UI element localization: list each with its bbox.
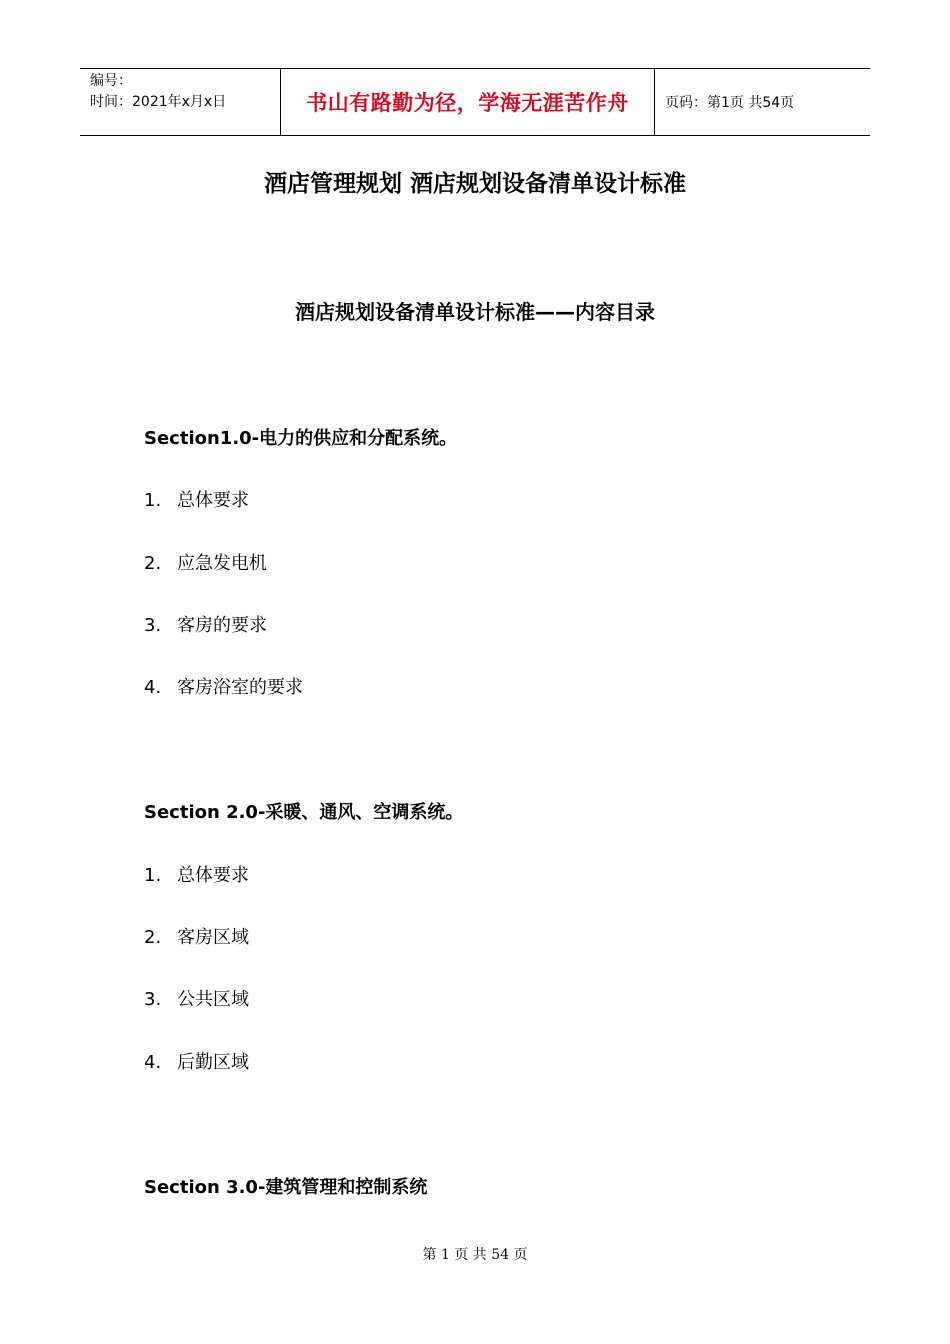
- list-item-number: 3.: [144, 615, 162, 636]
- list-item: [144, 550, 267, 578]
- list-item-number: 4.: [144, 1052, 162, 1073]
- list-item-text: 客房的要求: [177, 615, 267, 636]
- list-item-number: 2.: [144, 553, 162, 574]
- page-header: [80, 68, 870, 136]
- list-item-text: 总体要求: [177, 865, 249, 886]
- document-title: 酒店管理规划 酒店规划设备清单设计标准: [263, 171, 686, 197]
- serial-label: 编号：: [90, 73, 132, 89]
- list-item-number: 1.: [144, 865, 162, 886]
- time-label: 时间：2021年x月x日: [90, 94, 227, 110]
- section-heading: Section1.0-电力的供应和分配系统。: [144, 428, 458, 449]
- list-item-number: 3.: [144, 989, 162, 1010]
- section-heading: Section 3.0-建筑管理和控制系统: [144, 1177, 428, 1198]
- list-item: [144, 924, 249, 952]
- list-item-number: 1.: [144, 490, 162, 511]
- list-item: [144, 487, 249, 515]
- list-item-number: 4.: [144, 677, 162, 698]
- list-item: [144, 674, 303, 702]
- list-item: [144, 1049, 249, 1077]
- list-item: [144, 862, 249, 890]
- list-item-text: 客房浴室的要求: [177, 677, 303, 698]
- contents-title: 酒店规划设备清单设计标准——内容目录: [295, 300, 655, 324]
- header-motto: 书山有路勤为径，学海无涯苦作舟: [281, 69, 655, 135]
- list-item-text: 应急发电机: [177, 553, 267, 574]
- list-item-text: 公共区域: [177, 989, 249, 1010]
- header-meta: [80, 69, 281, 135]
- list-item: [144, 612, 267, 640]
- header-page-info: 页码：第1页 共54页: [665, 95, 795, 111]
- list-item: [144, 986, 249, 1014]
- list-item-text: 后勤区域: [177, 1052, 249, 1073]
- page-footer: 第 1 页 共 54 页: [422, 1247, 528, 1263]
- list-item-text: 客房区域: [177, 927, 249, 948]
- list-item-number: 2.: [144, 927, 162, 948]
- section-heading: Section 2.0-采暖、通风、空调系统。: [144, 802, 464, 823]
- list-item-text: 总体要求: [177, 490, 249, 511]
